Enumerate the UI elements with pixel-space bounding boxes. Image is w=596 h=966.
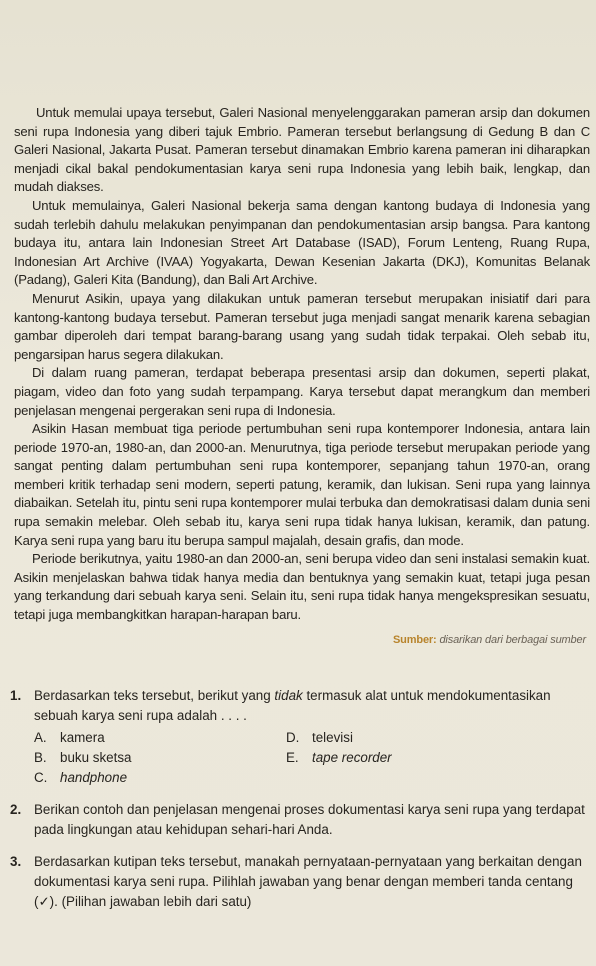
option-letter: B.	[34, 750, 47, 765]
question-text-part: termasuk alat untuk mendokumentasikan sebuah karya seni rupa adalah . . . .	[34, 688, 551, 723]
question-list	[10, 686, 588, 924]
question-2	[10, 800, 588, 840]
option-text: buku sketsa	[60, 750, 132, 765]
option-text: tape recorder	[312, 750, 392, 765]
question-number: 3.	[10, 854, 22, 869]
question-text-part: Berdasarkan teks tersebut, berikut yang	[34, 688, 275, 703]
question-number: 2.	[10, 802, 22, 817]
reading-passage	[14, 104, 590, 649]
question-text: Berikan contoh dan penjelasan mengenai proses dokumentasi karya seni rupa yang terdapat pada lingkungan atau kehidupan sehari-hari Anda.	[34, 802, 585, 837]
paragraph: Periode berikutnya, yaitu 1980-an dan 2000-an, seni berupa video dan seni instalasi semakin kuat. Asikin menjelaskan bahwa tidak hanya media dan bentuknya yang semakin kuat, tetapi juga pesan yang terkandung dari sebuah karya seni. Selain itu, seni rupa tidak hanya mengekspresikan sesuatu, tetapi juga membangkitkan harapan-harapan baru.	[14, 551, 590, 623]
option-letter: C.	[34, 770, 48, 785]
source-citation	[14, 631, 586, 650]
option-a[interactable]	[34, 728, 254, 748]
paragraph: Asikin Hasan membuat tiga periode pertumbuhan seni rupa kontemporer Indonesia, antara lain periode 1970-an, 1980-an, dan 2000-an. Menurutnya, tiga periode tersebut merupakan periode yang sangat penting dalam pertumbuhan seni rupa kontemporer, sepanjang tahun 1970-an, orang memberi kritik terhadap seni modern, seperti patung, keramik, dan lukisan. Seni rupa yang lainnya diabaikan. Setelah itu, pintu seni rupa kontemporer mulai terbuka dan demokratisasi dalam dunia seni rupa semakin melebar. Oleh sebab itu, karya seni rupa tidak hanya lukisan, keramik, dan patung. Karya seni rupa yang baru itu berupa sampul majalah, desain grafis, dan mode.	[14, 421, 590, 548]
option-d[interactable]	[286, 728, 546, 748]
question-3	[10, 852, 588, 912]
question-1	[10, 686, 588, 788]
option-letter: D.	[286, 730, 300, 745]
source-text: disarikan dari berbagai sumber	[439, 633, 586, 646]
paragraph: Untuk memulai upaya tersebut, Galeri Nasional menyelenggarakan pameran arsip dan dokumen seni rupa Indonesia yang diberi tajuk Embrio. Pameran tersebut berlangsung di Gedung B dan C Galeri Nasional, Jakarta Pusat. Pameran tersebut dinamakan Embrio karena pameran ini diharapkan menjadi cikal bakal pendokumentasian karya seni rupa Indonesia yang lebih baik, lengkap, dan mudah diakses.	[14, 105, 590, 195]
question-emphasis: tidak	[274, 688, 303, 703]
paragraph: Menurut Asikin, upaya yang dilakukan untuk pameran tersebut merupakan inisiatif dari para kantong-kantong budaya tersebut. Pameran tersebut juga menjadi sangat menarik karena sebagian gambar diperoleh dari tempat barang-barang usang yang sudah tidak terpakai. Oleh sebab itu, pengarsipan harus segera dilakukan.	[14, 290, 590, 362]
answer-options	[34, 728, 588, 788]
paragraph: Untuk memulainya, Galeri Nasional bekerja sama dengan kantong budaya di Indonesia yang sudah terlebih dahulu melakukan penyimpanan dan pendokumentasian arsip bangsa. Para kantong budaya itu, antara lain Indonesian Street Art Database (ISAD), Forum Lenteng, Ruang Rupa, Indonesian Art Archive (IVAA) Yogyakarta, Dewan Kesenian Jakarta (DKJ), Komunitas Belanak (Padang), Galeri Kita (Bandung), dan Bali Art Archive.	[14, 197, 590, 288]
option-text: handphone	[60, 770, 128, 785]
source-label: Sumber:	[392, 633, 437, 646]
option-letter: A.	[34, 730, 47, 745]
question-number: 1.	[10, 688, 22, 703]
question-text: Berdasarkan kutipan teks tersebut, manakah pernyataan-pernyataan yang berkaitan dengan dokumentasi karya seni rupa. Pilihlah jawaban yang benar dengan memberi tanda centang (✓). (Pilihan jawaban lebih dari satu)	[34, 854, 582, 909]
question-text	[34, 686, 588, 726]
option-e[interactable]	[286, 748, 546, 768]
option-text: kamera	[60, 730, 105, 745]
option-text: televisi	[312, 730, 353, 745]
option-letter: E.	[286, 750, 299, 765]
option-c[interactable]	[34, 768, 254, 788]
option-b[interactable]	[34, 748, 254, 768]
paragraph: Di dalam ruang pameran, terdapat beberapa presentasi arsip dan dokumen, seperti plakat, piagam, video dan foto yang sudah terpampang. Karya tersebut dapat merangkum dan memberi penjelasan mengenai pergerakan seni rupa di Indonesia.	[14, 365, 590, 418]
